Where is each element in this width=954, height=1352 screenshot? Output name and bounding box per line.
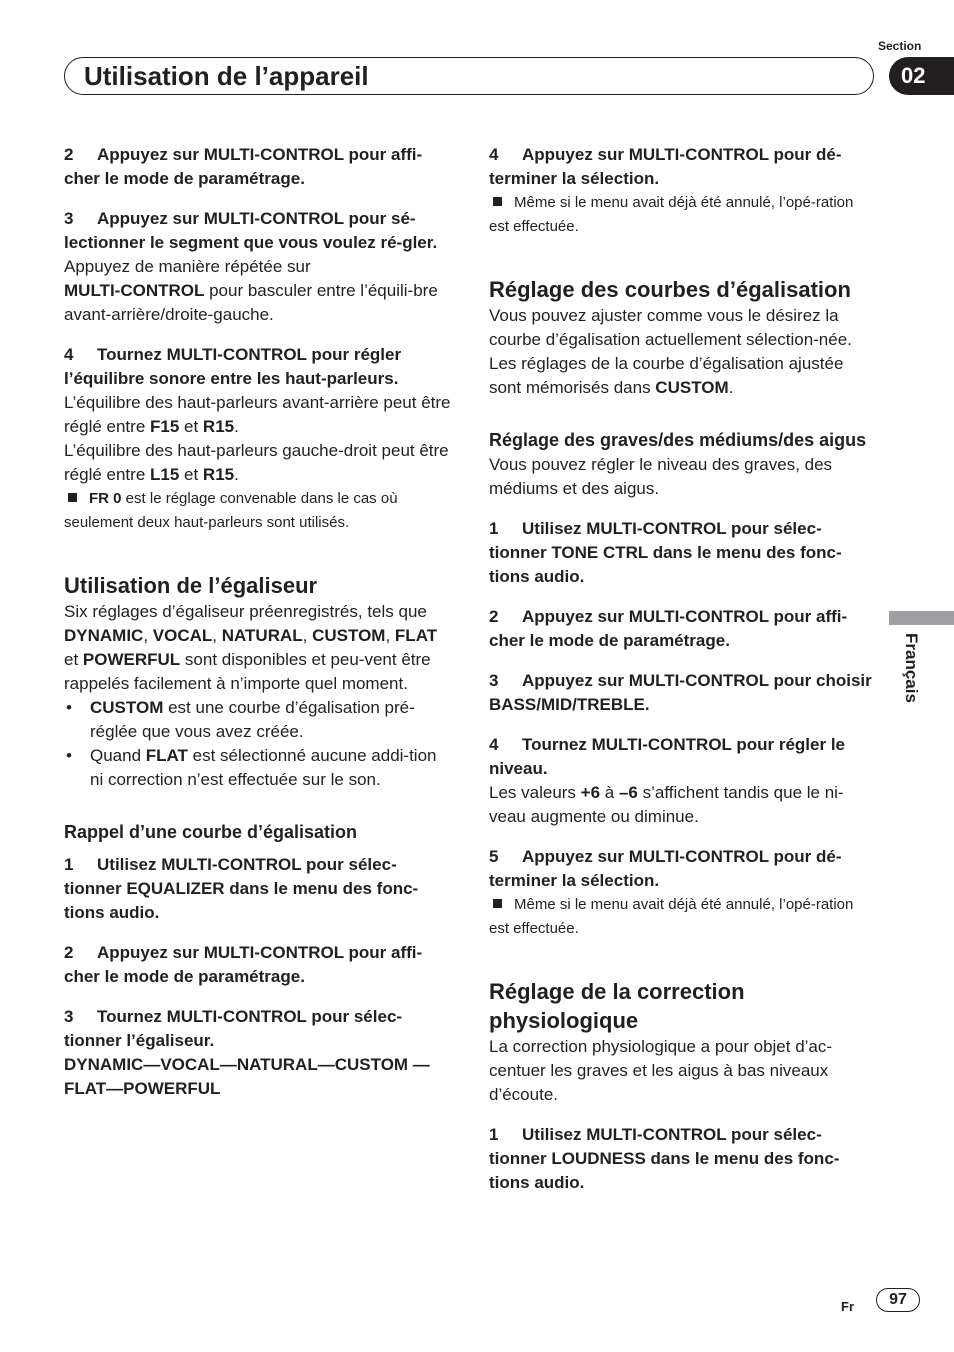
step-number: 3: [64, 1007, 74, 1026]
step-number: 2: [64, 943, 74, 962]
step-2: [64, 143, 452, 191]
section-number: 02: [889, 57, 954, 95]
step-3: [64, 207, 452, 255]
heading-egaliseur: Utilisation de l’égaliseur: [64, 573, 318, 598]
footer-lang-code: Fr: [841, 1299, 854, 1314]
step-number: 4: [489, 735, 499, 754]
step-4-note: FR 0 est le réglage convenable dans le cas où seulement deux haut-parleurs sont utilisés.: [64, 490, 398, 531]
step-number: 2: [64, 145, 74, 164]
step-text: Appuyez sur MULTI-CONTROL pour sé-lectionner le segment que vous voulez ré-gler.: [64, 209, 438, 252]
step-number: 5: [489, 847, 499, 866]
rappel-step-3: [64, 1005, 452, 1053]
step-4-body-1: L’équilibre des haut-parleurs avant-arrière peut être réglé entre F15 et R15.: [64, 393, 451, 436]
section-label: Section: [878, 39, 922, 53]
step-text: Utilisez MULTI-CONTROL pour sélec-tionner TONE CTRL dans le menu des fonc-tions audio.: [489, 519, 842, 586]
bullet-custom: • CUSTOM est une courbe d’égalisation pré-réglée que vous avez créée.: [66, 698, 415, 741]
graves-step-5: [489, 845, 877, 893]
graves-step-2: [489, 605, 877, 653]
bullet-flat: • Quand FLAT est sélectionné aucune addi-tion ni correction n’est effectuée sur le son.: [66, 746, 437, 789]
step-4-body-2: L’équilibre des haut-parleurs gauche-droit peut être réglé entre L15 et R15.: [64, 441, 449, 484]
language-tab: [889, 611, 954, 625]
eq-sequence: DYNAMIC—VOCAL—NATURAL—CUSTOM —FLAT—POWERFUL: [64, 1055, 430, 1098]
graves-step-3: [489, 669, 877, 717]
right-column: [489, 143, 877, 1195]
step-number: 2: [489, 607, 499, 626]
loudness-body: La correction physiologique a pour objet d’ac-centuer les graves et les aigus à bas niveaux d’écoute.: [489, 1037, 833, 1104]
loudness-step-1: [489, 1123, 877, 1195]
left-column: [64, 143, 452, 1101]
step-text: Utilisez MULTI-CONTROL pour sélec-tionner EQUALIZER dans le menu des fonc-tions audio.: [64, 855, 419, 922]
step-text: Appuyez sur MULTI-CONTROL pour dé-terminer la sélection.: [489, 145, 842, 188]
bullet-dot-icon: •: [66, 746, 72, 765]
step-4: [64, 343, 452, 391]
step-number: 3: [489, 671, 499, 690]
step-3-body: Appuyez de manière répétée sur MULTI-CONTROL pour basculer entre l’équili-bre avant-arrière/droite-gauche.: [64, 257, 438, 324]
step-number: 3: [64, 209, 74, 228]
step-text: Appuyez sur MULTI-CONTROL pour dé-terminer la sélection.: [489, 847, 842, 890]
heading-graves: Réglage des graves/des médiums/des aigus: [489, 430, 867, 450]
heading-loudness: Réglage de la correction physiologique: [489, 979, 745, 1033]
page-title: Utilisation de l’appareil: [84, 61, 369, 91]
step-text: Appuyez sur MULTI-CONTROL pour affi-cher le mode de paramétrage.: [489, 607, 848, 650]
step-text: Appuyez sur MULTI-CONTROL pour choisir BASS/MID/TREBLE.: [489, 671, 872, 714]
graves-step-4: [489, 733, 877, 781]
step-text: Appuyez sur MULTI-CONTROL pour affi-cher le mode de paramétrage.: [64, 943, 423, 986]
step-text: Utilisez MULTI-CONTROL pour sélec-tionner LOUDNESS dans le menu des fonc-tions audio.: [489, 1125, 840, 1192]
graves-step-5-note: Même si le menu avait déjà été annulé, l’opé-ration est effectuée.: [489, 896, 854, 937]
step-number: 1: [489, 519, 499, 538]
graves-body: Vous pouvez régler le niveau des graves, des médiums et des aigus.: [489, 455, 833, 498]
egaliseur-body: Six réglages d’égaliseur préenregistrés, tels que DYNAMIC, VOCAL, NATURAL, CUSTOM, FLAT et POWERFUL sont disponibles et peu-vent être rappelés facilement à n’importe quel moment.: [64, 602, 438, 693]
step-text: Tournez MULTI-CONTROL pour sélec-tionner l’égaliseur.: [64, 1007, 403, 1050]
graves-step-4-body: Les valeurs +6 à –6 s’affichent tandis que le ni-veau augmente ou diminue.: [489, 783, 844, 826]
square-bullet-icon: [493, 899, 502, 908]
step-4-confirm: [489, 143, 877, 191]
rappel-step-1: [64, 853, 452, 925]
heading-rappel: Rappel d’une courbe d’égalisation: [64, 822, 358, 842]
step-number: 1: [489, 1125, 499, 1144]
step-text: Tournez MULTI-CONTROL pour régler l’équilibre sonore entre les haut-parleurs.: [64, 345, 402, 388]
square-bullet-icon: [68, 493, 77, 502]
step-4-confirm-note: Même si le menu avait déjà été annulé, l’opé-ration est effectuée.: [489, 194, 854, 235]
step-text: Tournez MULTI-CONTROL pour régler le niveau.: [489, 735, 845, 778]
page-number: 97: [876, 1288, 920, 1312]
rappel-step-2: [64, 941, 452, 989]
step-number: 4: [64, 345, 74, 364]
language-label: Français: [902, 633, 921, 703]
step-number: 1: [64, 855, 74, 874]
step-number: 4: [489, 145, 499, 164]
heading-courbes: Réglage des courbes d’égalisation: [489, 277, 851, 302]
courbes-body: Vous pouvez ajuster comme vous le désirez la courbe d’égalisation actuellement sélection-née. Les réglages de la courbe d’égalisation ajustée sont mémorisés dans CUSTOM.: [489, 306, 852, 397]
step-text: Appuyez sur MULTI-CONTROL pour affi-cher le mode de paramétrage.: [64, 145, 423, 188]
square-bullet-icon: [493, 197, 502, 206]
bullet-dot-icon: •: [66, 698, 72, 717]
graves-step-1: [489, 517, 877, 589]
